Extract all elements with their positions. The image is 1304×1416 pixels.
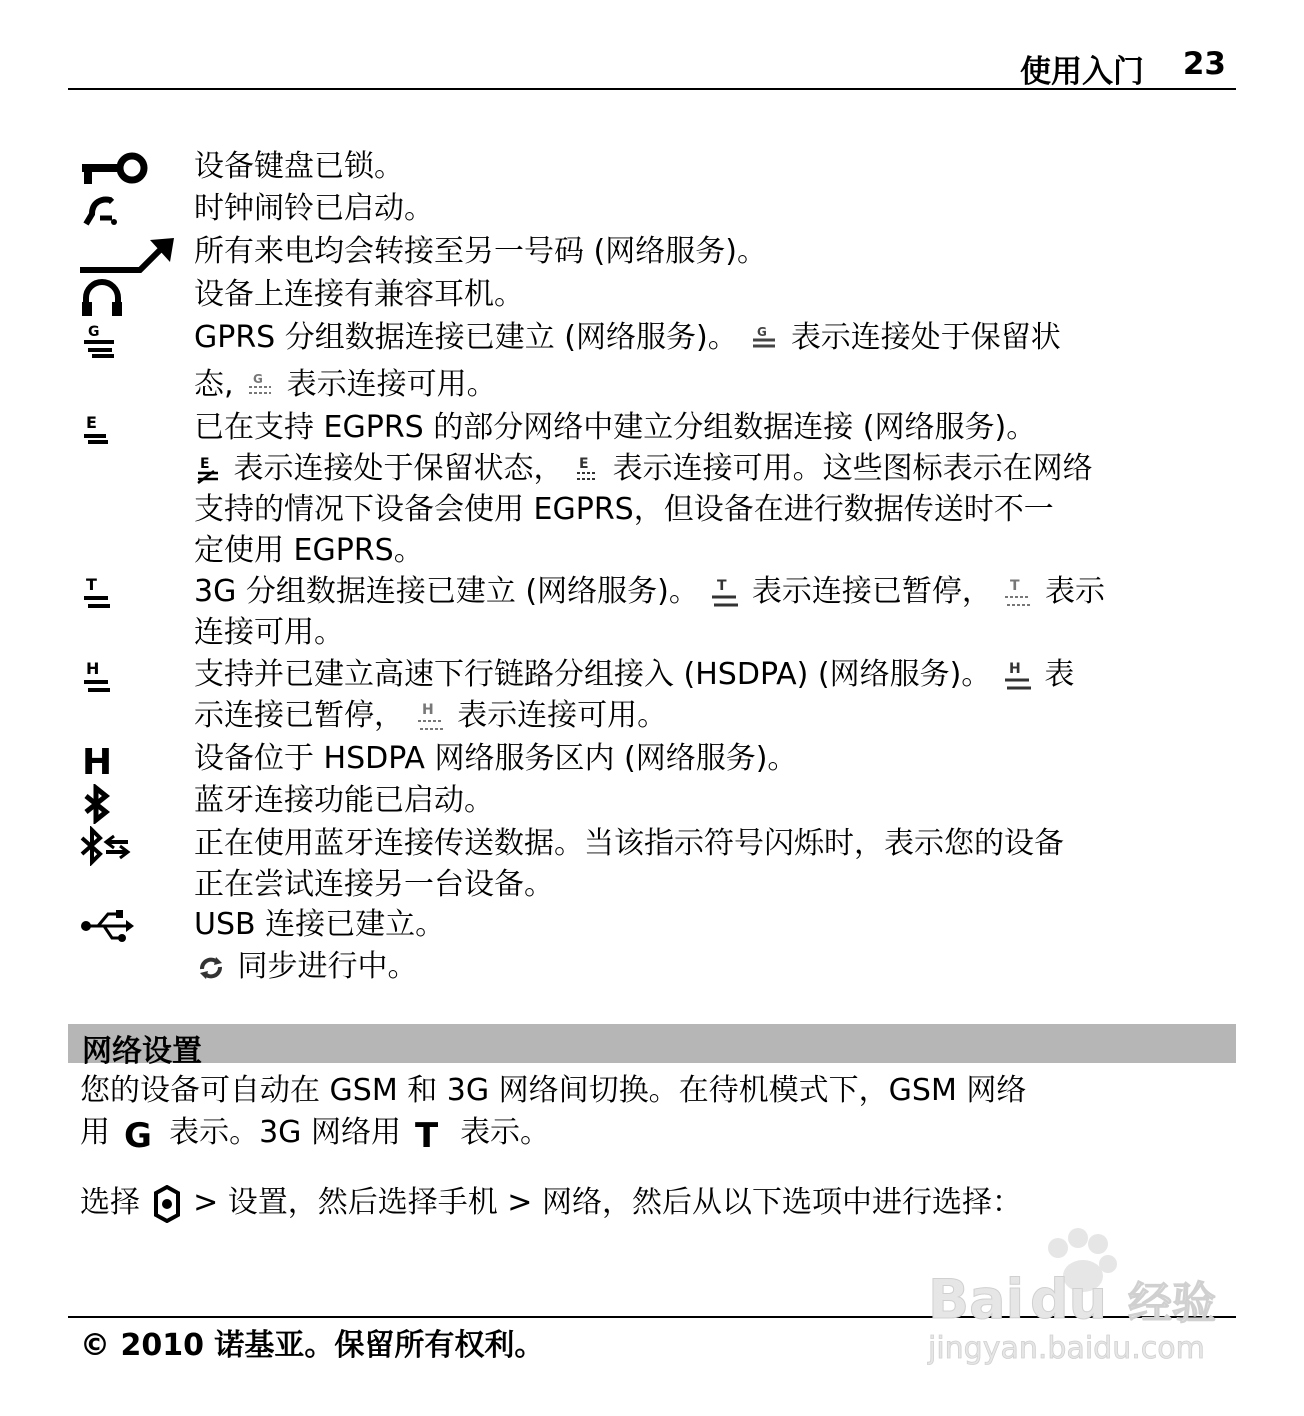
menu-key-icon — [150, 1185, 184, 1223]
watermark-brand-left: Bai — [928, 1268, 1025, 1331]
section-title: 使用入门 — [1020, 54, 1144, 90]
egprs-available-icon — [573, 453, 603, 487]
svg-text:H: H — [86, 659, 100, 678]
hsdpa-available-icon — [414, 699, 448, 735]
item-text: 同步进行中。 — [194, 946, 1230, 987]
svg-text:H: H — [1008, 660, 1021, 677]
item-text: USB 连接已建立。 — [194, 907, 446, 942]
bluetooth-icon — [78, 784, 154, 824]
item-text: E 表示连接处于保留状态， E 表示连接可用。这些图标表示在网络 — [194, 448, 1230, 489]
section-heading-band — [68, 1024, 1236, 1069]
bluetooth-transfer-icon — [78, 826, 154, 866]
item-text: 示连接已暂停， H 表示连接可用。 — [194, 698, 668, 733]
copyright-footer: © 2010 诺基亚。保留所有权利。 — [80, 1328, 545, 1363]
hsdpa-suspended-icon — [1001, 658, 1035, 694]
svg-text:E: E — [579, 455, 589, 472]
sync-icon — [194, 953, 228, 983]
egprs-icon — [78, 410, 154, 454]
item-text: GPRS 分组数据连接已建立 (网络服务)。 G 表示连接处于保留状 — [194, 320, 1061, 355]
item-text: 时钟闹铃已启动。 — [194, 191, 434, 226]
3g-icon — [78, 572, 154, 616]
svg-text:G: G — [757, 324, 768, 339]
3g-available-icon — [1001, 575, 1035, 611]
call-divert-icon — [78, 236, 178, 276]
item-text: 支持并已建立高速下行链路分组接入 (HSDPA) (网络服务)。 H 表 — [194, 657, 1075, 692]
svg-text:H: H — [82, 742, 113, 780]
svg-text:H: H — [421, 701, 434, 718]
paragraph-line: 用 G 表示。3G 网络用 T 表示。 — [80, 1112, 1230, 1154]
watermark-brand-cn: 经验 — [1128, 1278, 1216, 1329]
item-text: 连接可用。 — [194, 615, 344, 650]
item-text: 定使用 EGPRS。 — [194, 533, 424, 568]
item-text: 设备上连接有兼容耳机。 — [194, 277, 524, 312]
page-number: 23 — [1182, 46, 1226, 82]
item-text: 所有来电均会转接至另一号码 (网络服务)。 — [194, 234, 767, 269]
item-text: 正在使用蓝牙连接传送数据。当该指示符号闪烁时，表示您的设备 — [194, 826, 1064, 861]
item-text: 蓝牙连接功能已启动。 — [194, 783, 494, 818]
item-text: 3G 分组数据连接已建立 (网络服务)。 T 表示连接已暂停， T 表示 — [194, 574, 1106, 609]
baidu-jingyan-watermark — [918, 1220, 1238, 1370]
watermark-url: jingyan.baidu.com — [928, 1331, 1205, 1366]
svg-text:E: E — [86, 413, 97, 432]
paragraph-line: 您的设备可自动在 GSM 和 3G 网络间切换。在待机模式下，GSM 网络 — [80, 1073, 1027, 1108]
item-text: 已在支持 EGPRS 的部分网络中建立分组数据连接 (网络服务)。 — [194, 410, 1037, 445]
svg-text:E: E — [200, 455, 210, 472]
svg-text:T: T — [1010, 577, 1021, 594]
item-text: 支持的情况下设备会使用 EGPRS，但设备在进行数据传送时不一 — [194, 492, 1054, 527]
svg-text:G: G — [88, 324, 100, 340]
gsm-network-icon — [120, 1116, 160, 1152]
3g-suspended-icon — [708, 575, 742, 611]
svg-text:G: G — [253, 371, 263, 386]
gprs-icon — [78, 320, 154, 364]
gprs-available-icon — [243, 369, 277, 403]
item-text: 态, G 表示连接可用。 — [194, 367, 497, 402]
item-text: 正在尝试连接另一台设备。 — [194, 867, 554, 902]
svg-text:G: G — [123, 1115, 152, 1152]
egprs-hold-icon — [194, 453, 224, 487]
item-text: 设备位于 HSDPA 网络服务区内 (网络服务)。 — [194, 741, 798, 776]
paragraph-line: 选择 > 设置，然后选择手机 > 网络，然后从以下选项中进行选择： — [80, 1182, 1230, 1224]
item-text: 设备键盘已锁。 — [194, 149, 404, 184]
usb-icon — [78, 906, 154, 946]
alarm-clock-icon — [78, 192, 154, 230]
keypad-lock-icon — [78, 150, 154, 190]
page-header — [68, 40, 1236, 90]
section-heading: 网络设置 — [82, 1034, 202, 1069]
hsdpa-network-icon — [78, 742, 154, 780]
gprs-hold-icon — [747, 322, 781, 356]
svg-text:T: T — [86, 575, 97, 594]
svg-text:T: T — [717, 577, 727, 594]
watermark-brand-right: du — [1030, 1268, 1108, 1331]
headset-icon — [78, 278, 154, 318]
hsdpa-data-icon — [78, 656, 154, 700]
3g-network-icon — [411, 1116, 451, 1152]
svg-text:T: T — [414, 1115, 438, 1152]
